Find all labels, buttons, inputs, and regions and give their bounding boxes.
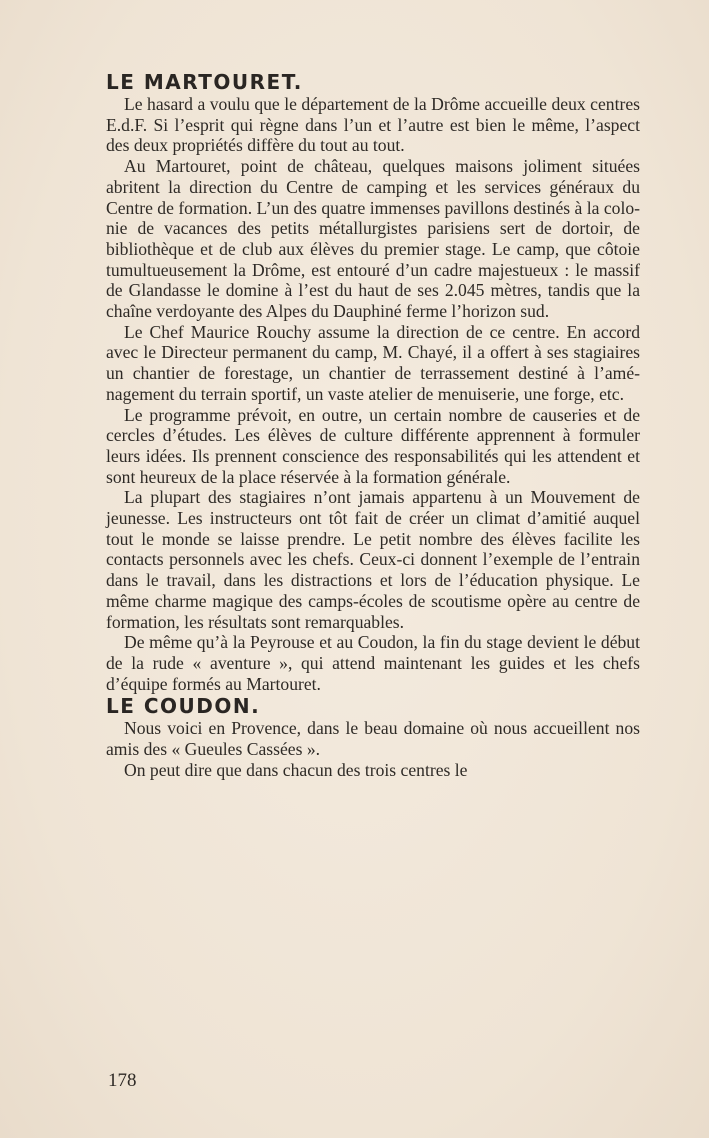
page-number: 178 [108, 1070, 137, 1091]
paragraph-martouret-5: La plupart des stagiaires n’ont jamais appartenu à un Mouvement de jeunesse. Les instructeurs ont tôt fait de créer un climat d’amitié auquel tout le monde se laisse prendre. Le petit nombre des élèves facilite les contacts personnels avec les chefs. Ceux-ci donnent l’exemple de l’entrain dans le travail, dans les distractions et lors de l’éducation physique. Le même charme magique des camps-écoles de scoutisme opère au centre de formation, les résultats sont remarquables. [106, 487, 640, 632]
paragraph-martouret-2: Au Martouret, point de château, quelques maisons joliment situées abritent la direction du Centre de camping et les services généraux du Centre de formation. L’un des quatre immenses pavillons destinés à la colonie de vacances des petits métallurgistes parisiens sert de dortoir, de bibliothèque et de club aux élèves du premier stage. Le camp, que côtoie tumultueusement la Drôme, est entouré d’un cadre majestueux : le massif de Glandasse le domine à l’est du haut de ses 2.045 mètres, tandis que la chaîne verdoyante des Alpes du Dauphiné ferme l’horizon sud. [106, 156, 640, 322]
paragraph-coudon-2: On peut dire que dans chacun des trois centres le [124, 759, 468, 780]
paragraph-coudon-1: Nous voici en Provence, dans le beau domaine où nous accueillent nos amis des « Gueules Cassées ». [106, 718, 640, 760]
section-title-martouret: LE MARTOURET. [106, 70, 303, 94]
paragraph-martouret-3: Le Chef Maurice Rouchy assume la direction de ce centre. En accord avec le Directeur permanent du camp, M. Chayé, il a offert à ses stagiaires un chantier de forestage, un chantier de terrassement destiné à l’aménagement du terrain sportif, un vaste atelier de menuiserie, une forge, etc. [106, 321, 640, 404]
section-title-coudon: LE COUDON. [106, 694, 261, 719]
text-column [106, 70, 640, 781]
paragraph-martouret-4: Le programme prévoit, en outre, un certain nombre de causeries et de cercles d’études. Les élèves de culture différente apprennent à formuler leurs idées. Ils prennent conscience des responsabilités qui les attendent et sont heureux de la place réservée à la formation générale. [106, 404, 640, 487]
paragraph-martouret-6: De même qu’à la Peyrouse et au Coudon, la fin du stage devient le début de la rude « aventure », qui attend maintenant les guides et les chefs d’équipe formés au Martouret. [106, 632, 640, 694]
paragraph-martouret-1: Le hasard a voulu que le département de la Drôme accueille deux centres E.d.F. Si l’esprit qui règne dans l’un et l’autre est bien le même, l’aspect des deux propriétés diffère du tout au tout. [106, 94, 640, 156]
